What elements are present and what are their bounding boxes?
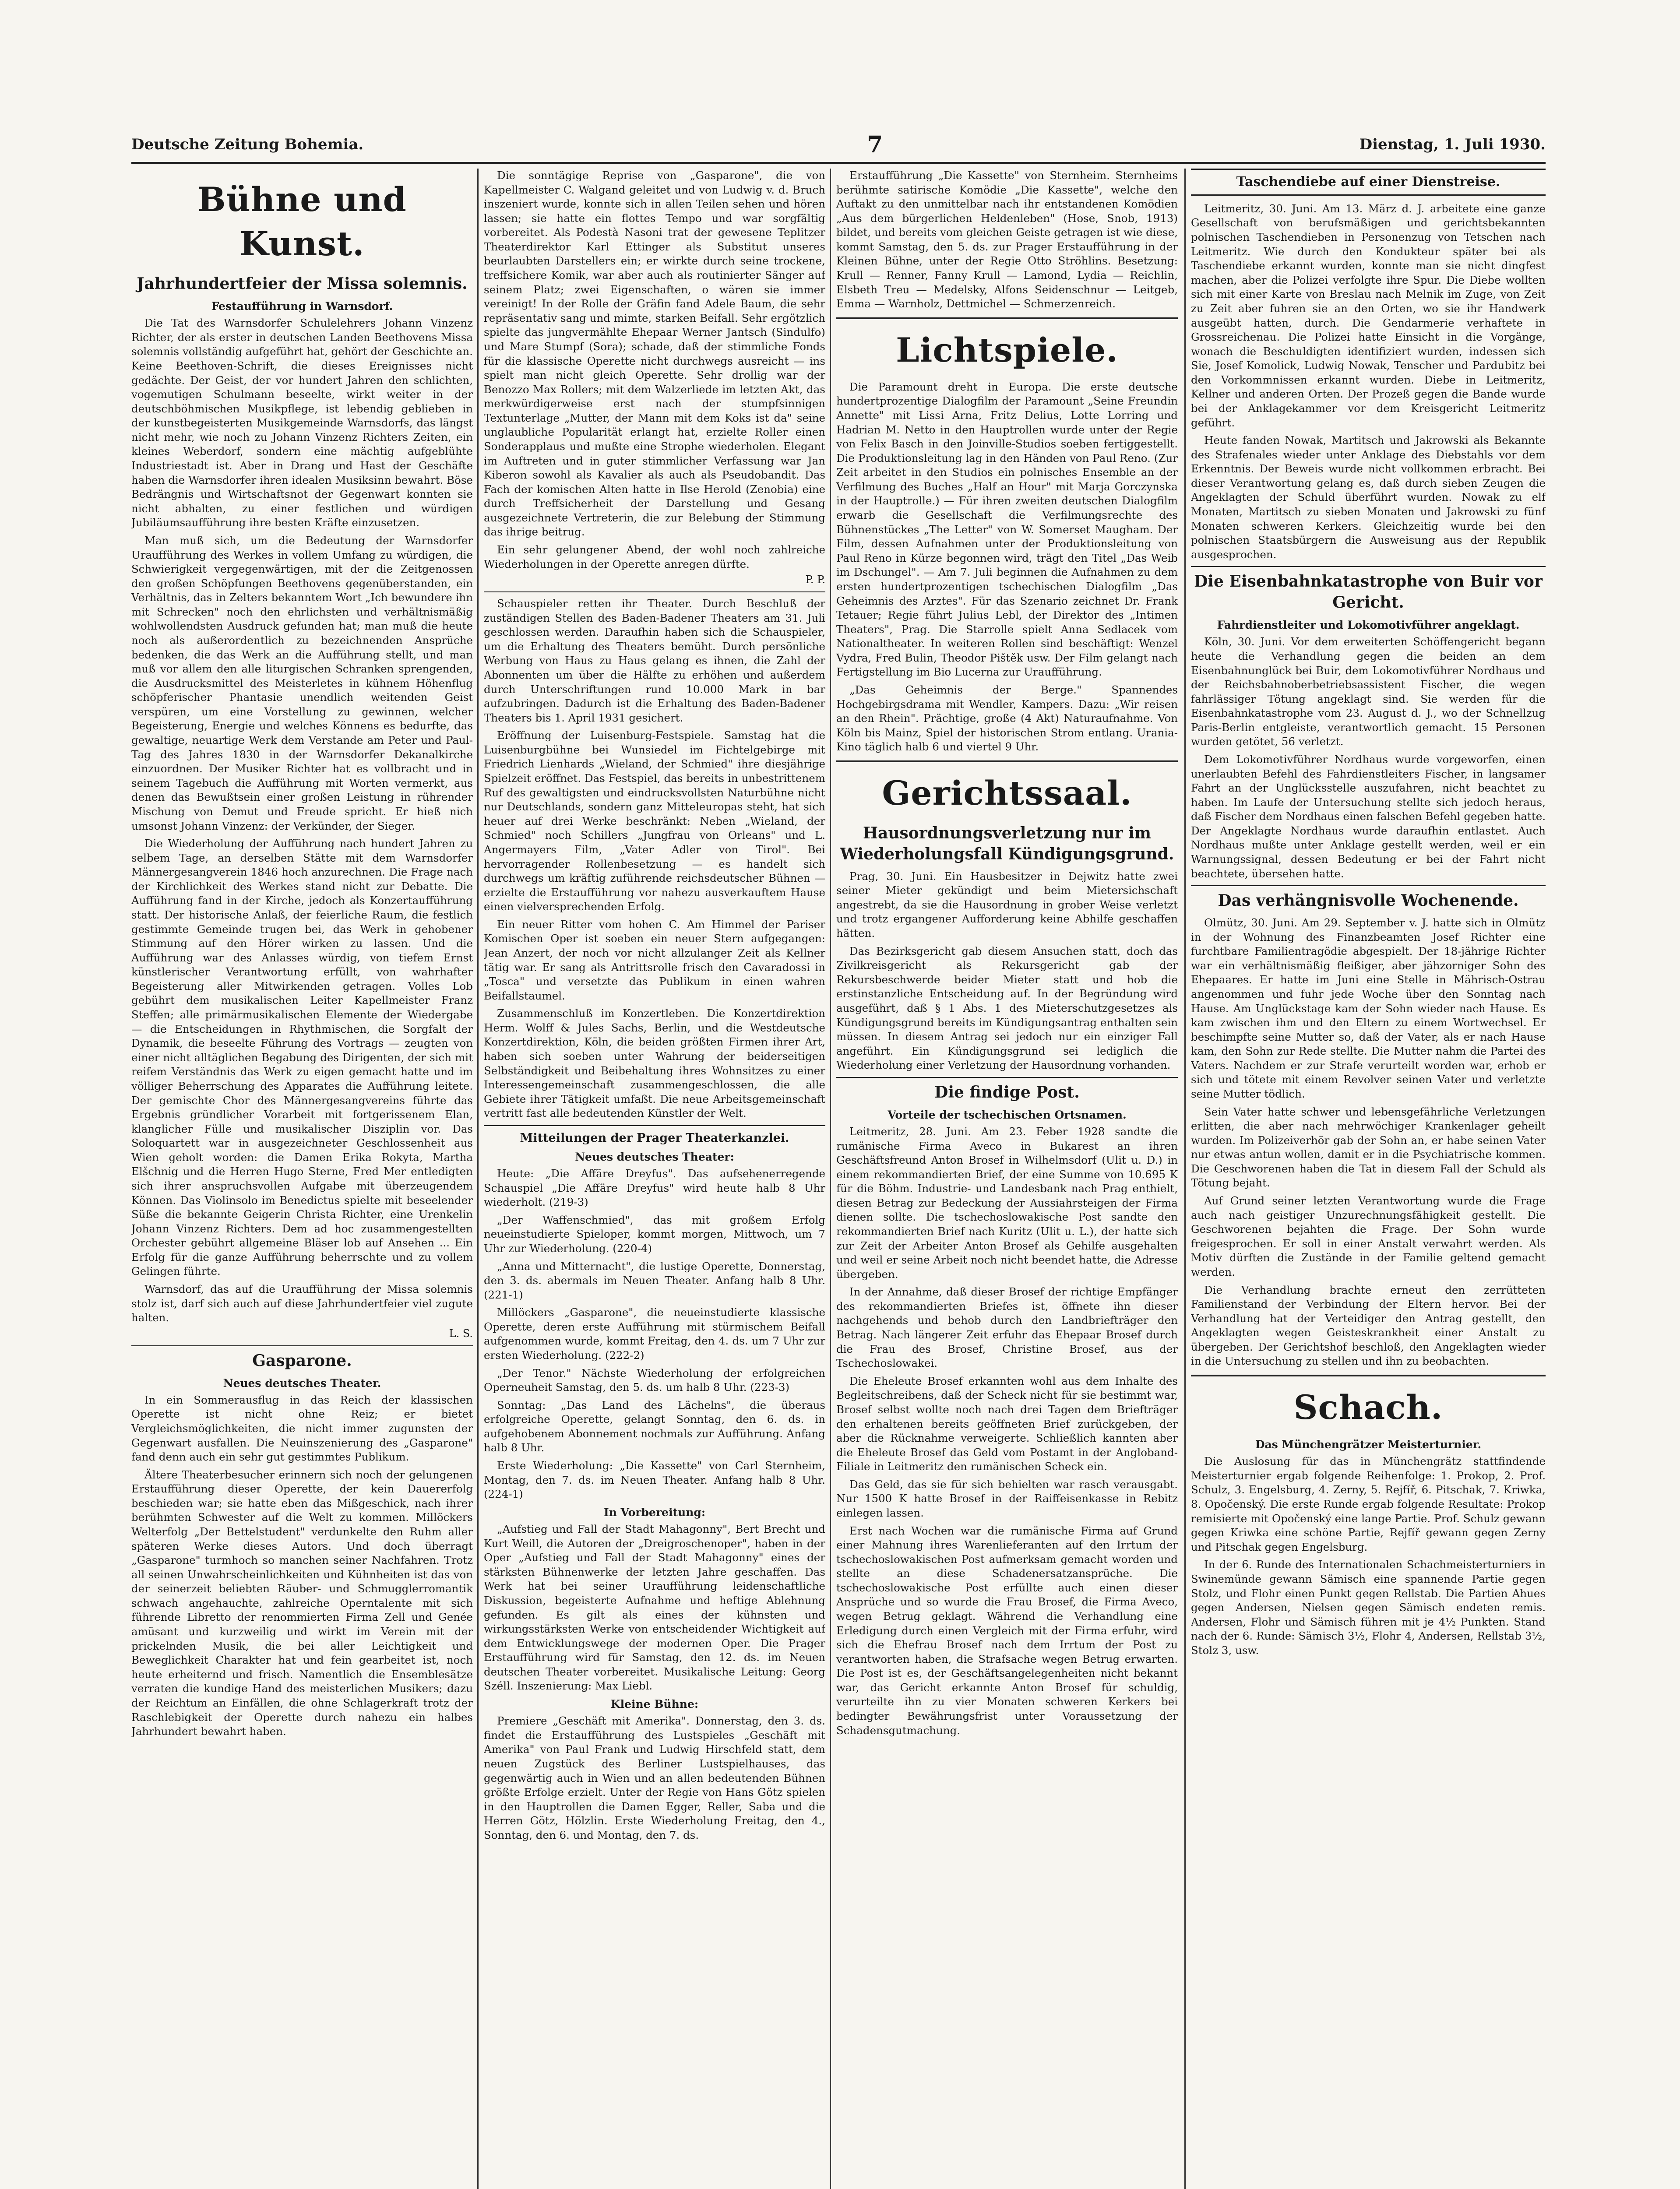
theater-notice: „Der Tenor." Nächste Wiederholung der erfolgreichen Operneuheit Samstag, den 5. ds. um halb 8 Uhr. (223-3) [484, 1366, 825, 1394]
news-item: „Das Geheimnis der Berge." Spannendes Hochgebirgsdrama mit Wendler, Kampers. Dazu: „Wir reisen an den Rhein". Prächtige, große (4 Akt) Naturaufnahme. Von Köln bis Mainz, Spiel der historischen Strom entlang. Urania-Kino täglich halb 6 und viertel 9 Uhr. [836, 683, 1178, 753]
article-title: Taschendiebe auf einer Dienstreise. [1191, 169, 1546, 196]
news-item: Ein neuer Ritter vom hohen C. Am Himmel der Pariser Komischen Oper ist soeben ein neuer Stern aufgegangen: Jean Anzert, der noch vor nicht allzulanger Zeit als Kellner tätig war. Er sang als Antrittsrolle frisch den Cavaradossi in „Tosca" und versetzte das Publikum in einen wahren Beifallstaumel. [484, 918, 825, 1002]
divider [484, 591, 825, 592]
article-paragraph: Die Eheleute Brosef erkannten wohl aus dem Inhalte des Begleitschreibens, daß der Scheck nicht für sie bestimmt war, Brosef selbst wollte noch nach drei Tagen dem Briefträger den erhaltenen bereits geöffneten Brief zurückgeben, der aber die Rücknahme verweigerte. Schließlich kannten aber die Eheleute Brosef das Geld vom Postamt in der Angloband-Filiale in Leitmeritz den rumänischen Scheck ein. [836, 1374, 1178, 1473]
divider [1191, 566, 1546, 567]
subsection-heading: Neues deutsches Theater: [575, 1150, 734, 1163]
article-paragraph: Ein sehr gelungener Abend, der wohl noch zahlreiche Wiederholungen in der Operette anregen dürfte. [484, 543, 825, 570]
article-title: Jahrhundertfeier der Missa solemnis. [137, 275, 468, 293]
theater-notice: Sonntag: „Das Land des Lächelns", die überaus erfolgreiche Operette, gelangt Sonntag, den 6. ds. in aufgehobenem Abonnement nochmals zur Aufführung. Anfang halb 8 Uhr. [484, 1398, 825, 1454]
article-title: Gasparone. [252, 1351, 352, 1370]
theater-notice: Premiere „Geschäft mit Amerika". Donnerstag, den 3. ds. findet die Erstaufführung des Lustspieles „Geschäft mit Amerika" von Paul Frank und Ludwig Hirschfeld statt, dem neuen Zugstück des Berliner Lustspielhauses, das gegenwärtig auch in Wien und an allen bedeutenden Bühnen größte Erfolge erzielt. Unter der Regie von Hans Götz spielen in den Hauptrollen die Damen Egger, Reller, Saba und die Herren Götz, Hölzlin. Erste Wiederholung Freitag, den 4., Sonntag, den 6. und Montag, den 7. ds. [484, 1714, 825, 1841]
article-paragraph: Die sonntägige Reprise von „Gasparone", die von Kapellmeister C. Walgand geleitet und von Ludwig v. d. Bruch inszeniert wurde, konnte sich in allen Teilen sehen und hören lassen; sie hatte ein flottes Tempo und war sorgfältig vorbereitet. Als Podestà Nasoni trat der gewesene Teplitzer Theaterdirektor Karl Ettinger als Substitut unseres beurlaubten Darstellers ein; er wirkte durch seine trockene, treffsichere Komik, war aber auch als routinierter Sänger auf seinem Platz; zwei Eigenschaften, o wären sie immer vereinigt! In der Rolle der Gräfin fand Adele Baum, die sehr repräsentativ sang und mimte, starken Beifall. Sehr ergötzlich spielte das jungvermählte Ehepaar Werner Jantsch (Sindulfo) und Mare Stumpf (Sora); schade, daß der stimmliche Fonds für die klassische Operette nicht durchwegs ausreicht — ins spielt man nicht gleich Operette. Sehr drollig war der Benozzo Max Rollers; mit dem Walzerliede im letzten Akt, das merkwürdigerweise erst nach der stumpfsinnigen Textunterlage „Mutter, der Mann mit dem Koks ist da" seine unglaubliche Popularität erlangt hat, erzielte Roller einen Sonderapplaus und mußte eine Strophe wiederholen. Elegant im Auftreten und in guter stimmlicher Verfassung war Jan Kiberon sowohl als Kavalier als auch als Pseudobandit. Das Fach der komischen Alten hatte in Ilse Herold (Zenobia) eine durch Treffsicherheit der Darstellung und Gesang ausgezeichnete Vertreterin, die zur Belebung der Stimmung das ihrige beitrug. [484, 169, 825, 538]
article-paragraph: In der 6. Runde des Internationalen Schachmeisterturniers in Swinemünde gewann Sämisch eine spannende Partie gegen Stolz, und Flohr einen Punkt gegen Rellstab. Die Partien Ahues gegen Andersen, Nielsen gegen Sämisch endeten remis. Andersen, Flohr und Sämisch führen mit je 4½ Punkten. Stand nach der 6. Runde: Sämisch 3½, Flohr 4, Andersen, Rellstab 3½, Stolz 3, usw. [1191, 1558, 1546, 1657]
article-paragraph: Heute fanden Nowak, Martitsch und Jakrowski als Bekannte des Strafenales wieder unter Anklage des Diebstahls vor dem Erkenntnis. Der Beweis wurde nicht vollkommen erbracht. Bei dieser Verantwortung gelang es, daß durch sieben Zeugen die Angeklagten der Schuld überführt wurden. Nowak zu elf Monaten, Martitsch zu sieben Monaten und Jakrowski zu fünf Monaten schweren Kerkers. Gleichzeitig wurde bei den polnischen Staatsbürgern die Ausweisung aus der Republik ausgesprochen. [1191, 434, 1546, 561]
article-paragraph: Dem Lokomotivführer Nordhaus wurde vorgeworfen, einen unerlaubten Befehl des Fahrdienstleiters Fischer, in langsamer Fahrt an der Unglücksstelle auszufahren, nicht beachtet zu haben. Im Laufe der Untersuchung stellte sich jedoch heraus, daß Fischer dem Nordhaus einen falschen Befehl gegeben hatte. Der Angeklagte Nordhaus wurde daraufhin entlastet. Auch Nordhaus mußte unter Anklage gestellt werden, weil er ein Warnungssignal, dessen Bedeutung er bei der Fahrt nicht beachtete, übersehen hatte. [1191, 753, 1546, 880]
article-paragraph: Sein Vater hatte schwer und lebensgefährliche Verletzungen erlitten, die aber nach mehrwöchiger Krankenlager geheilt wurden. Im Polizeiverhör gab der Sohn an, er habe seinen Vater nur etwas antun wollen, damit er in die Psychiatrische kommen. Die Geschworenen haben die Tat in diesem Fall der Schuld als Tötung bejaht. [1191, 1105, 1546, 1190]
column-3 [836, 169, 1178, 2189]
column-1 [131, 169, 473, 2189]
divider [836, 760, 1178, 762]
news-item: Die Paramount dreht in Europa. Die erste deutsche hundertprozentige Dialogfilm der Paramount „Seine Freundin Annette" mit Lissi Arna, Fritz Delius, Lotte Lorring und Hadrian M. Netto in den Hauptrollen wurde unter der Regie von Felix Basch in den Joinville-Studios soeben fertiggestellt. Die Produktionsleitung lag in den Händen von Paul Reno. (Zur Zeit arbeitet in den Studios ein polnisches Ensemble an der Verfilmung des Buches „Half an Hour" mit Marja Gorczynska in der Hauptrolle.) — Für ihren zweiten deutschen Dialogfilm erwarb die Gesellschaft die Verfilmungsrechte des Bühnenstückes „The Letter" von W. Somerset Maugham. Der Film, dessen Aufnahmen unter der Produktionsleitung von Paul Reno in Kürze begonnen wird, trägt den Titel „Das Weib im Dschungel". — Am 7. Juli beginnen die Aufnahmen zu dem ersten hundertprozentigen tschechischen Dialogfilm „Das Geheimnis des Arztes". Für das Szenario zeichnet Dr. Frank Tetauer; Regie führt Julius Lebl, der Direktor des „Intimen Theaters", Prag. Die Starrolle spielt Anna Sedlacek vom Nationaltheater. In weiteren Rollen sind beschäftigt: Wenzel Vydra, Fred Bulin, Theodor Pištěk usw. Der Film gelangt nach Fertigstellung im Bio Lucerna zur Uraufführung. [836, 380, 1178, 679]
subsection-heading: In Vorbereitung: [603, 1506, 706, 1519]
article-paragraph: Auf Grund seiner letzten Verantwortung wurde die Frage auch nach geistiger Unzurechnungsfähigkeit gestellt. Die Geschworenen bejahten die Frage. Der Sohn wurde freigesprochen. Er soll in einer Anstalt verwahrt werden. Als Motiv dürften die Zustände in der Familie geltend gemacht werden. [1191, 1194, 1546, 1278]
article-paragraph: Die Verhandlung brachte erneut den zerrütteten Familienstand der Verbindung der Eltern hervor. Bei der Verhandlung hat der Verteidiger den Antrag gestellt, den Angeklagten wegen Geisteskrankheit einer Anstalt zu übergeben. Der Gerichtshof beschloß, den Angeklagten wieder in die Untersuchung zu stellen und ihn zu beobachten. [1191, 1283, 1546, 1368]
article-paragraph: Ältere Theaterbesucher erinnern sich noch der gelungenen Erstaufführung dieser Operette, der kein Dauererfolg beschieden war; sie hatte eben das Mißgeschick, nach ihrer berühmten Schwester auf die Welt zu kommen. Millöckers Welterfolg „Der Bettelstudent" verdunkelte den Ruhm aller späteren Werke dieses Autors. Und doch überragt „Gasparone" turmhoch so manchen seiner Nachfahren. Trotz all seinen Unwahrscheinlichkeiten und Kühnheiten ist das von der seinerzeit beliebten Räuber- und Schmugglerromantik schwach angehauchte, zahlreiche Operntalente mit sich führende Libretto der renommierten Firma Zell und Genée amüsant und kurzweilig und wirkt im Verein mit der prickelnden Musik, die bei aller Leichtigkeit und Beweglichkeit Charakter hat und fein gearbeitet ist, noch heute erheiternd und frisch. Namentlich die Ensemblesätze verraten die kundige Hand des meisterlichen Musikers; dazu der Reichtum an Einfällen, die ohne Schlagerkraft trotz der Raschlebigkeit der Operette durch nahezu ein halbes Jahrhundert bewahrt haben. [131, 1468, 473, 1738]
article-paragraph: Das Bezirksgericht gab diesem Ansuchen statt, doch das Zivilkreisgericht als Rekursgericht gab der Rekursbeschwerde beider Mieter statt und hob die erstinstanzliche Entscheidung auf. In der Begründung wird ausgeführt, daß § 1 Abs. 1 des Mieterschutzgesetzes als Kündigungsgrund bereits im Kündigungsantrag enthalten sein müssen. In diesem Antrag sei jedoch nur ein einziger Fall angeführt. Ein Kündigungsgrund sei lediglich die Wiederholung einer Verletzung der Hausordnung vorhanden. [836, 944, 1178, 1072]
section-heading: Mitteilungen der Prager Theaterkanzlei. [520, 1131, 789, 1145]
article-title: Die findige Post. [934, 1083, 1080, 1102]
article-paragraph: Das Geld, das sie für sich behielten war rasch verausgabt. Nur 1500 K hatte Brosef in der Raiffeisenkasse in Rebitz einlegen lassen. [836, 1478, 1178, 1519]
article-paragraph: Köln, 30. Juni. Vor dem erweiterten Schöffengericht begann heute die Verhandlung gegen die beiden an dem Eisenbahnunglück bei Buir, dem Lokomotivführer Nordhaus und der Reichsbahnoberbetriebsassistent Fischer, die wegen fahrlässiger Tötung angeklagt sind. Sie werden für die Eisenbahnkatastrophe vom 23. August d. J., wo der Schnellzug Paris-Berlin entgleiste, verantwortlich gemacht. 15 Personen wurden getötet, 56 verletzt. [1191, 635, 1546, 748]
section-title-buehne: Bühne und Kunst. [197, 180, 407, 264]
divider [1191, 1375, 1546, 1376]
article-title: Das verhängnisvolle Wochenende. [1218, 891, 1519, 910]
article-title: Die Eisenbahnkatastrophe von Buir vor Gericht. [1194, 572, 1543, 612]
theater-notice: Millöckers „Gasparone", die neueinstudierte klassische Operette, deren erste Aufführung mit stürmischem Beifall aufgenommen wurde, kommt Freitag, den 4. ds. um 7 Uhr zur ersten Wiederholung. (222-2) [484, 1306, 825, 1362]
divider [836, 317, 1178, 319]
issue-date: Dienstag, 1. Juli 1930. [1359, 136, 1546, 153]
theater-notice: „Der Waffenschmied", das mit großem Erfolg neueinstudierte Spieloper, kommt morgen, Mittwoch, um 7 Uhr zur Wiederholung. (220-4) [484, 1213, 825, 1255]
article-paragraph: Die Tat des Warnsdorfer Schulelehrers Johann Vinzenz Richter, der als erster in deutschen Landen Beethovens Missa solemnis vollständig aufgeführt hat, gehört der Geschichte an. Keine Beethoven-Schrift, die dieses Ereignisses nicht gedächte. Der Geist, der vor hundert Jahren den schlichten, vogemutigen Schulmann beseelte, wirkt weiter in der deutschböhmischen Musikpflege, ist lebendig geblieben in der kunstbegeisterten Musikgemeinde Warnsdorfs, das längst nicht mehr, wie noch zu Johann Vinzenz Richters Zeiten, ein kleines Weberdorf, sondern eine mächtig aufgeblühte Industriestadt ist. Aber in Drang und Hast der Geschäfte haben die Warnsdorfer ihren idealen Musiksinn bewahrt. Böse Bedrängnis und Wirtschaftsnot der Gegenwart konnten sie nicht abhalten, zu einer festlichen und würdigen Jubiläumsaufführung ihre besten Kräfte einzusetzen. [131, 317, 473, 529]
divider [836, 1077, 1178, 1078]
column-divider [477, 169, 479, 2189]
article-paragraph: In ein Sommerausflug in das Reich der klassischen Operette ist nicht ohne Reiz; er bietet Vergleichsmöglichkeiten, die nicht immer zugunsten der Gegenwart ausfallen. Die Neuinszenierung des „Gasparone" fand denn auch ein sehr gut gestimmtes Publikum. [131, 1393, 473, 1464]
article-subtitle: Festaufführung in Warnsdorf. [211, 300, 393, 313]
article-paragraph: Olmütz, 30. Juni. Am 29. September v. J. hatte sich in Olmütz in der Wohnung des Finanzbeamten Josef Richter eine furchtbare Familientragödie abgespielt. Der 18-jährige Richter war ein verhältnismäßig fleißiger, aber jähzorniger Sohn des Ehepaares. Er hatte im Juni eine Stelle in Mährisch-Ostrau angenommen und fuhr jede Woche über den Sonntag nach Hause. Am Unglückstage kam der Sohn wieder nach Hause. Es kam zwischen ihm und den Eltern zu einem Wortwechsel. Er beschimpfte seine Mutter so, daß der Vater, als er nach Hause kam, den Sohn zur Rede stellte. Die Mutter nahm die Partei des Vaters. Nachdem er zur Strafe verurteilt worden war, erhob er sich und tötete mit einem Revolver seinen Vater und verletzte seine Mutter tödlich. [1191, 916, 1546, 1100]
newspaper-name: Deutsche Zeitung Bohemia. [131, 136, 364, 153]
article-paragraph: Warnsdorf, das auf die Uraufführung der Missa solemnis stolz ist, darf sich auch auf diese Jahrhundertfeier viel zugute halten. [131, 1283, 473, 1324]
article-paragraph: Die Auslosung für das in Münchengrätz stattfindende Meisterturnier ergab folgende Reihenfolge: 1. Prokop, 2. Prof. Schulz, 3. Engelsburg, 4. Zerny, 5. Rejfíř, 6. Pitschak, 7. Kriwka, 8. Opočenský. Die erste Runde ergab folgende Resultate: Prokop remisierte mit Opočenský eine lange Partie. Prof. Schulz gewann gegen Kriwka eine schöne Partie, Rejfíř gewann gegen Zerny und Pitschak gegen Engelsburg. [1191, 1455, 1546, 1553]
article-subtitle: Neues deutsches Theater. [223, 1376, 381, 1390]
page-header [131, 131, 1546, 164]
article-paragraph: Leitmeritz, 30. Juni. Am 13. März d. J. arbeitete eine ganze Gesellschaft von berufsmäßigen und gerichtsbekannten polnischen Taschendieben in Personenzug von Tetschen nach Leitmeritz. Wie durch den Kondukteur später bei als Taschendiebe erkannt wurden, konnte man sie nicht dingfest machen, aber die Polizei verfolgte ihre Spur. Die Diebe wollten sich mit einer Karte von Breslau nach Melnik im Zuge, von Zeit zu Zeit aber fuhren sie an den Orten, wo sie ihr Handwerk ausgeübt hatten, durch. Die Gendarmerie verhaftete in Grossreichenau. Die Polizei hatte Einsicht in die Vorgänge, wonach die Beschuldigten identifiziert wurden, indessen sich Sie, Josef Komolick, Ludwig Nowak, Tenscher und Pardubitz bei den Vorkommnissen erkannt wurden. Diebe in Leitmeritz, Kellner und anderen Orten. Der Prozeß gegen die Bande wurde bei der Anklagekammer vor dem Kreisgericht Leitmeritz geführt. [1191, 202, 1546, 429]
section-title-lichtspiele: Lichtspiele. [896, 330, 1118, 370]
subsection-heading: Kleine Bühne: [610, 1697, 699, 1710]
news-item: Eröffnung der Luisenburg-Festspiele. Samstag hat die Luisenburgbühne bei Wunsiedel im Fichtelgebirge mit Friedrich Lienhards „Wieland, der Schmied" ihre diesjährige Spielzeit eröffnet. Das Festspiel, das bereits in unbestrittenem Ruf des gewaltigsten und eindrucksvollsten Naturbühne nicht nur Deutschlands, sondern ganz Mitteleuropas steht, hat sich heuer auf drei Werke beschränkt: Neben „Wieland, der Schmied" noch Schillers „Jungfrau von Orleans" und L. Angermayers Film, „Vater Adler von Tirol". Bei hervorragender Rollenbesetzung — es handelt sich durchwegs um kräftig zuführende reichsdeutscher Bühnen — erzielte die Erstaufführung vor nahezu ausverkauftem Hause einen vielversprechenden Erfolg. [484, 729, 825, 913]
article-paragraph: Leitmeritz, 28. Juni. Am 23. Feber 1928 sandte die rumänische Firma Aveco in Bukarest an ihren Geschäftsfreund Anton Brosef in Wilhelmsdorf (Ulit u. D.) in einem rekommandierten Brief, der eine Summe von 10.695 K für die Böhm. Industrie- und Landesbank nach Prag enthielt, diesen Betrag zur Bedeckung der Aussiahrsteigen der Firma dienen sollte. Die tschechoslowakische Post sandte den rekommandierten Brief nach Kuritz (Ulit u. L.), der hatte sich zur Zeit der Arbeiter Anton Brosef als Gehilfe ausgehalten und weil er seine Arbeit noch nicht beendet hatte, die Adresse übergeben. [836, 1125, 1178, 1281]
article-title: Hausordnungsverletzung nur im Wiederholungsfall Kündigungsgrund. [840, 824, 1174, 863]
column-4 [1191, 169, 1546, 2189]
article-paragraph: In der Annahme, daß dieser Brosef der richtige Empfänger des rekommandierten Briefes ist, öffnete ihn dieser nachgehends und behob durch den Landbriefträger den Betrag. Nach längerer Zeit erfuhr das Ehepaar Brosef durch die Frau des Brosef, Christine Brosef, aus der Tschechoslowakei. [836, 1285, 1178, 1370]
section-title-gerichtssaal: Gerichtssaal. [882, 773, 1132, 813]
section-title-schach: Schach. [1293, 1387, 1443, 1427]
divider [1191, 885, 1546, 886]
article-subtitle: Fahrdienstleiter und Lokomotivführer angeklagt. [1217, 619, 1520, 632]
theater-notice: Erstaufführung „Die Kassette" von Sternheim. Sternheims berühmte satirische Komödie „Die Kassette", welche den Auftakt zu den unmittelbar nach ihr entstandenen Komödien „Aus dem bürgerlichen Heldenleben" (Hose, Snob, 1913) bildet, und bereits vom gleichen Geiste getragen ist wie diese, kommt Samstag, den 5. ds. zur Prager Erstaufführung in der Kleinen Bühne, unter der Regie Otto Ströhlins. Besetzung: Krull — Renner, Fanny Krull — Lamond, Lydia — Reichlin, Elsbeth Treu — Medelsky, Alfons Seidenschnur — Leitgeb, Emma — Warnholz, Dettmichel — Schmerzenreich. [836, 169, 1178, 310]
column-divider [830, 169, 831, 2189]
article-paragraph: Erst nach Wochen war die rumänische Firma auf Grund einer Mahnung ihres Warenlieferanten auf den Irrtum der tschechoslowakischen Post aufmerksam gemacht worden und stellte an diese Schadenersatzansprüche. Die tschechoslowakische Post erfüllte auch einen dieser Ansprüche und so wurde die Frau Brosef, die Firma Aveco, wegen Betrug geklagt. Während die Verhandlung eine Erledigung durch einen Vergleich mit der Firma erfuhr, wird sich die Ehefrau Brosef nach dem Irrtum der Post zu verantworten haben, die Strafsache wegen Betrug erwarten. Die Post ist es, der Geschäftsangelegenheiten nicht bekannt war, das Gericht erkannte Anton Brosef für schuldig, verurteilte ihn zu vier Monaten schweren Kerkers bei bedingter Bewährungsfrist unter Voraussetzung der Schadensgutmachung. [836, 1524, 1178, 1737]
theater-notice: Heute: „Die Affäre Dreyfus". Das aufsehenerregende Schauspiel „Die Affäre Dreyfus" wird heute halb 8 Uhr wiederholt. (219-3) [484, 1167, 825, 1209]
article-subtitle: Vorteile der tschechischen Ortsnamen. [888, 1108, 1127, 1121]
news-item: Schauspieler retten ihr Theater. Durch Beschluß der zuständigen Stellen des Baden-Badener Theaters am 31. Juli geschlossen werden. Daraufhin haben sich die Schauspieler, um die Erhaltung des Theaters bemüht. Durch persönliche Werbung von Haus zu Haus gelang es ihnen, die Zahl der Abonnenten um über die Hälfte zu erhöhen und außerdem durch Unterschriftungen rund 10.000 Mark in bar aufzubringen. Dadurch ist die Erhaltung des Baden-Badener Theaters bis 1. April 1931 gesichert. [484, 597, 825, 724]
article-paragraph: Prag, 30. Juni. Ein Hausbesitzer in Dejwitz hatte zwei seiner Mieter gekündigt und beim Mietersichschaft angestrebt, da sie die Hausordnung in grober Weise verletzt und trotz ergangener Aufforderung keine Abhilfe geschaffen hätten. [836, 869, 1178, 940]
column-2 [484, 169, 825, 2189]
article-subtitle: Das Münchengrätzer Meisterturnier. [1255, 1438, 1482, 1451]
page-number: 7 [867, 131, 883, 158]
article-paragraph: Die Wiederholung der Aufführung nach hundert Jahren zu selbem Tage, an derselben Stätte mit dem Warnsdorfer Männergesangverein 1846 hoch anzurechnen. Die Frage nach der Kirchlichkeit des Werkes stand nicht zur Debatte. Die Aufführung fand in der Kirche, jedoch als Konzertaufführung statt. Der historische Anlaß, der feierliche Raum, die festlich gestimmte Gemeinde trugen bei, das Werk in gehobener Stimmung auf den Hörer wirken zu lassen. Und die Aufführung war des Anlasses würdig, von tiefem Ernst künstlerischer Verantwortung erfüllt, von wahrhafter Begeisterung aller Mitwirkenden getragen. Volles Lob gebührt dem musikalischen Leiter Kapellmeister Franz Steffen; alle primärmusikalischen Elemente der Wiedergabe — die Entscheidungen in Rhythmischen, die Sorgfalt der Dynamik, die beseelte Führung des Vortrags — zeugten von einer nicht alltäglichen Begabung des Dirigenten, der sich mit reifem Verständnis das Werk zu eigen gemacht hatte und im völliger Beherrschung des Apparates die Aufführung leitete. Der gemischte Chor des Männergesangvereins führte das Ergebnis gründlicher Vorarbeit mit fortgerissenem Elan, klanglicher Fülle und musikalischer Disziplin vor. Das Soloquartett war in ausgezeichneter Geschlossenheit aus Wien geholt worden: die Damen Erika Rokyta, Martha Elšchnig und die Herren Hugo Sterne, Fred Mer entledigten sich ihrer anspruchsvollen Aufgabe mit überzeugendem Können. Das Violinsolo im Benedictus spielte mit beseelender Süße die bekannte Geigerin Christa Richter, eine Urenkelin Johann Vinzenz Richters. Dem ad hoc zusammengestellten Orchester gebührt allgemeine Bläser lob auf Ansehen ... Ein Erfolg für die ganze Aufführung beherrschte und zu vollem Gelingen führte. [131, 837, 473, 1278]
article-signature: L. S. [449, 1327, 473, 1340]
article-signature: P. P. [805, 574, 825, 586]
theater-notice: „Anna und Mitternacht", die lustige Operette, Donnerstag, den 3. ds. abermals im Neuen Theater. Anfang halb 8 Uhr. (221-1) [484, 1260, 825, 1301]
divider [131, 1345, 473, 1346]
column-divider [1184, 169, 1186, 2189]
article-paragraph: Man muß sich, um die Bedeutung der Warnsdorfer Uraufführung des Werkes in vollem Umfang zu würdigen, die Schwierigkeit vergegenwärtigen, mit der die Zeitgenossen den großen Schöpfungen Beethovens gegenüberstanden, ein Verhältnis, das in Zelters bekanntem Wort „Ich bewundere ihn mit Schrecken" noch den ehrlichsten und verhältnismäßig wohlwollendsten Ausdruck gefunden hat; man muß die heute noch als außerordentlich zu bezeichnenden Ansprüche bedenken, die das Werk an die Aufführung stellt, und man muß vor allem den alle liturgischen Schranken sprengenden, die Ausdrucksmittel des Meisterletes in kühnem Höhenflug schöpferischer Phantasie unendlich weitenden Geist verspüren, um eine Vorstellung zu gewinnen, welcher Begeisterung, Energie und welches Könnens es bedurfte, das gewaltige, neuartige Werk dem Verstande am Peter und Paul-Tag des Jahres 1830 in der Warnsdorfer Dekanalkirche einzuordnen. Der Musiker Richter hat es vollbracht und in seinem Tagebuch die Aufführung mit Worten vermerkt, aus denen das Bewußtsein einer großen Leistung in rührender Mischung von Demut und Freude spricht. Er hieß nich umsonst Johann Vinzenz: der Verkünder, der Sieger. [131, 534, 473, 832]
theater-notice: „Aufstieg und Fall der Stadt Mahagonny", Bert Brecht und Kurt Weill, die Autoren der „Dreigroschenoper", haben in der Oper „Aufstieg und Fall der Stadt Mahagonny" eines der stärksten Bühnenwerke der letzten Jahre geschaffen. Das Werk hat bei seiner Uraufführung leidenschaftliche Diskussion, begeisterte Aufnahme und heftige Ablehnung gefunden. Es gilt als eines der kühnsten und wirkungsstärksten Werke von entscheidender Wichtigkeit auf dem Entwicklungswege der modernen Oper. Die Prager Erstaufführung wird für Samstag, den 12. ds. im Neuen deutschen Theater vorbereitet. Musikalische Leitung: Georg Széll. Inszenierung: Max Liebl. [484, 1523, 825, 1693]
divider [484, 1125, 825, 1126]
theater-notice: Erste Wiederholung: „Die Kassette" von Carl Sternheim, Montag, den 7. ds. im Neuen Theater. Anfang halb 8 Uhr. (224-1) [484, 1459, 825, 1501]
news-item: Zusammenschluß im Konzertleben. Die Konzertdirektion Herm. Wolff & Jules Sachs, Berlin, und die Westdeutsche Konzertdirektion, Köln, die beiden größten Firmen ihrer Art, haben sich soeben unter Wahrung der beiderseitigen Selbständigkeit und Beibehaltung ihres Wohnsitzes zu einer Interessengemeinschaft zusammengeschlossen, die alle Gebiete ihrer Tätigkeit umfaßt. Die neue Arbeitsgemeinschaft vertritt fast alle bedeutenden Künstler der Welt. [484, 1007, 825, 1120]
